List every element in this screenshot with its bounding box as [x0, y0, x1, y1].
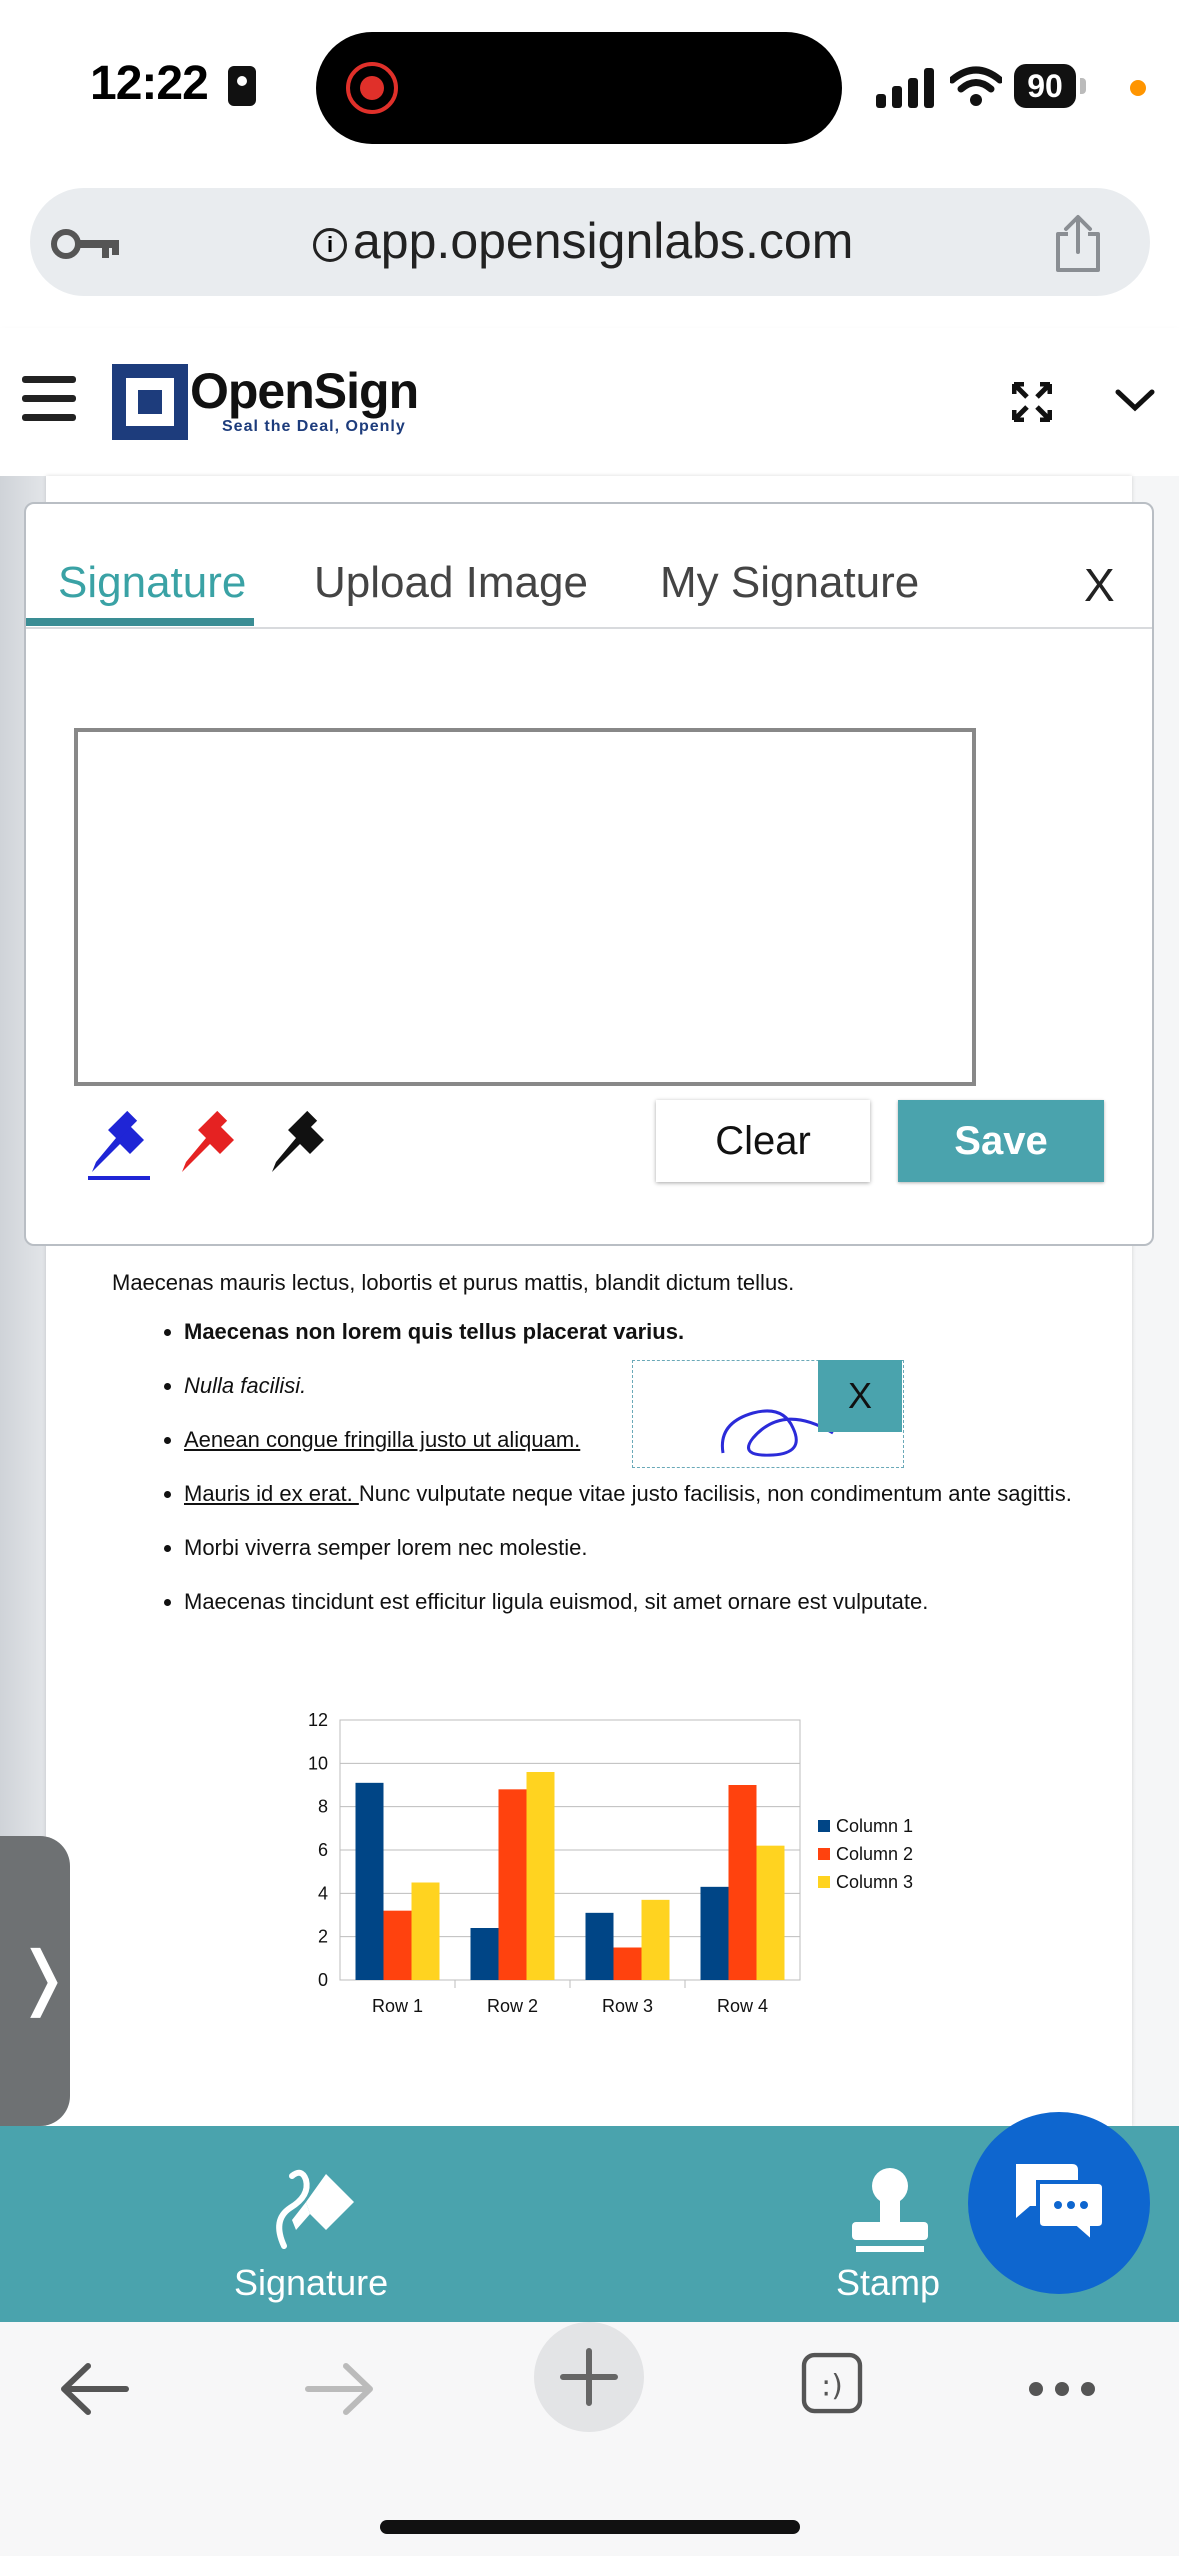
document-paragraph: Maecenas mauris lectus, lobortis et purus mattis, blandit dictum tellus.: [112, 1270, 795, 1295]
x-tick-label: Row 3: [601, 1996, 654, 2016]
tab-upload-image[interactable]: Upload Image: [314, 558, 588, 607]
list-item-link-text: Mauris id ex erat.: [184, 1481, 359, 1506]
url-text[interactable]: app.opensignlabs.com: [353, 213, 854, 269]
list-item: [184, 1316, 1134, 1348]
blue-pen-icon[interactable]: [86, 1110, 152, 1180]
list-item-text: Maecenas non lorem quis tellus placerat varius.: [184, 1319, 685, 1344]
list-item: [184, 1586, 1134, 1618]
brand-name: OpenSign: [190, 363, 419, 419]
bar: [499, 1789, 527, 1980]
x-tick-label: Row 2: [486, 1996, 539, 2016]
more-icon[interactable]: [1022, 2354, 1102, 2424]
remove-signature-button[interactable]: X: [818, 1360, 902, 1432]
y-tick-label: 12: [307, 1710, 328, 1730]
bar-chart: [280, 1700, 960, 2030]
forward-icon[interactable]: [300, 2354, 380, 2424]
privacy-indicator-dot: [1130, 80, 1146, 96]
bar: [642, 1900, 670, 1980]
bar: [356, 1783, 384, 1980]
wifi-icon: [950, 66, 1002, 106]
list-item-text: Maecenas tincidunt est efficitur ligula euismod, sit amet ornare est vulputate.: [184, 1589, 929, 1614]
bar: [471, 1928, 499, 1980]
red-pen-icon[interactable]: [176, 1110, 242, 1180]
legend-swatch: [818, 1876, 830, 1888]
close-modal-button[interactable]: X: [1084, 559, 1115, 611]
bar: [701, 1887, 729, 1980]
y-tick-label: 0: [317, 1970, 328, 1990]
y-tick-label: 2: [317, 1926, 328, 1947]
cellular-signal-icon: [876, 66, 936, 108]
opensign-logo: [112, 364, 188, 440]
tabs-icon[interactable]: [792, 2348, 872, 2418]
chevron-down-icon[interactable]: [1114, 386, 1156, 414]
bar: [586, 1913, 614, 1980]
back-icon[interactable]: [54, 2354, 134, 2424]
bar: [412, 1883, 440, 1981]
list-item-text: Nunc vulputate neque vitae justo facilisis, non condimentum ante sagittis.: [358, 1481, 1072, 1506]
expand-icon[interactable]: [1012, 382, 1052, 422]
legend-label: Column 3: [836, 1872, 914, 1892]
tab-divider: [26, 627, 1152, 629]
x-tick-label: Row 4: [716, 1996, 769, 2016]
signature-icon[interactable]: [266, 2160, 366, 2260]
share-icon[interactable]: [1050, 214, 1106, 274]
clear-button[interactable]: Clear: [656, 1100, 870, 1182]
y-tick-label: 6: [317, 1840, 328, 1860]
menu-icon[interactable]: [22, 376, 76, 422]
y-tick-label: 4: [317, 1883, 328, 1904]
legend-swatch: [818, 1820, 830, 1832]
legend-label: Column 1: [836, 1816, 914, 1836]
legend-label: Column 2: [836, 1844, 914, 1864]
info-icon[interactable]: i: [313, 228, 347, 262]
list-item: [184, 1532, 1134, 1564]
battery-cap: [1080, 78, 1086, 94]
bar: [614, 1948, 642, 1981]
selected-pen-indicator: [88, 1176, 150, 1180]
tab-signature[interactable]: Signature: [58, 558, 247, 607]
active-tab-indicator: [26, 618, 254, 626]
legend-swatch: [818, 1848, 830, 1860]
svg-text::): :): [821, 2368, 843, 2404]
plus-icon: [559, 2347, 619, 2407]
battery-level: 90: [1014, 64, 1076, 108]
bar: [527, 1772, 555, 1980]
y-tick-label: 10: [307, 1753, 328, 1774]
chevron-right-icon[interactable]: ❭: [14, 1938, 73, 2016]
chat-button[interactable]: [968, 2112, 1150, 2294]
tab-my-signature[interactable]: My Signature: [660, 558, 920, 607]
bar: [384, 1911, 412, 1980]
stamp-icon[interactable]: [842, 2164, 938, 2260]
contact-card-icon: [228, 66, 256, 106]
bar: [729, 1785, 757, 1980]
screen-recording-icon: [346, 62, 398, 114]
new-tab-button[interactable]: [534, 2322, 644, 2432]
key-icon[interactable]: [50, 226, 122, 262]
signature-canvas[interactable]: [74, 728, 976, 1086]
stamp-tool-label[interactable]: Stamp: [836, 2262, 941, 2303]
status-time: 12:22: [90, 57, 208, 110]
home-indicator: [380, 2520, 800, 2534]
x-tick-label: Row 1: [371, 1996, 424, 2016]
list-item-text: Aenean congue fringilla justo ut aliquam.: [184, 1427, 581, 1452]
list-item: [184, 1478, 1134, 1510]
signature-tool-label[interactable]: Signature: [234, 2262, 389, 2303]
chat-icon: [1010, 2160, 1110, 2244]
black-pen-icon[interactable]: [266, 1110, 332, 1180]
bar: [757, 1846, 785, 1980]
brand-tagline: Seal the Deal, Openly: [222, 418, 406, 435]
list-item-text: Morbi viverra semper lorem nec molestie.: [184, 1535, 588, 1560]
y-tick-label: 8: [317, 1796, 328, 1817]
list-item-text: Nulla facilisi.: [184, 1373, 307, 1398]
save-button[interactable]: Save: [898, 1100, 1104, 1182]
